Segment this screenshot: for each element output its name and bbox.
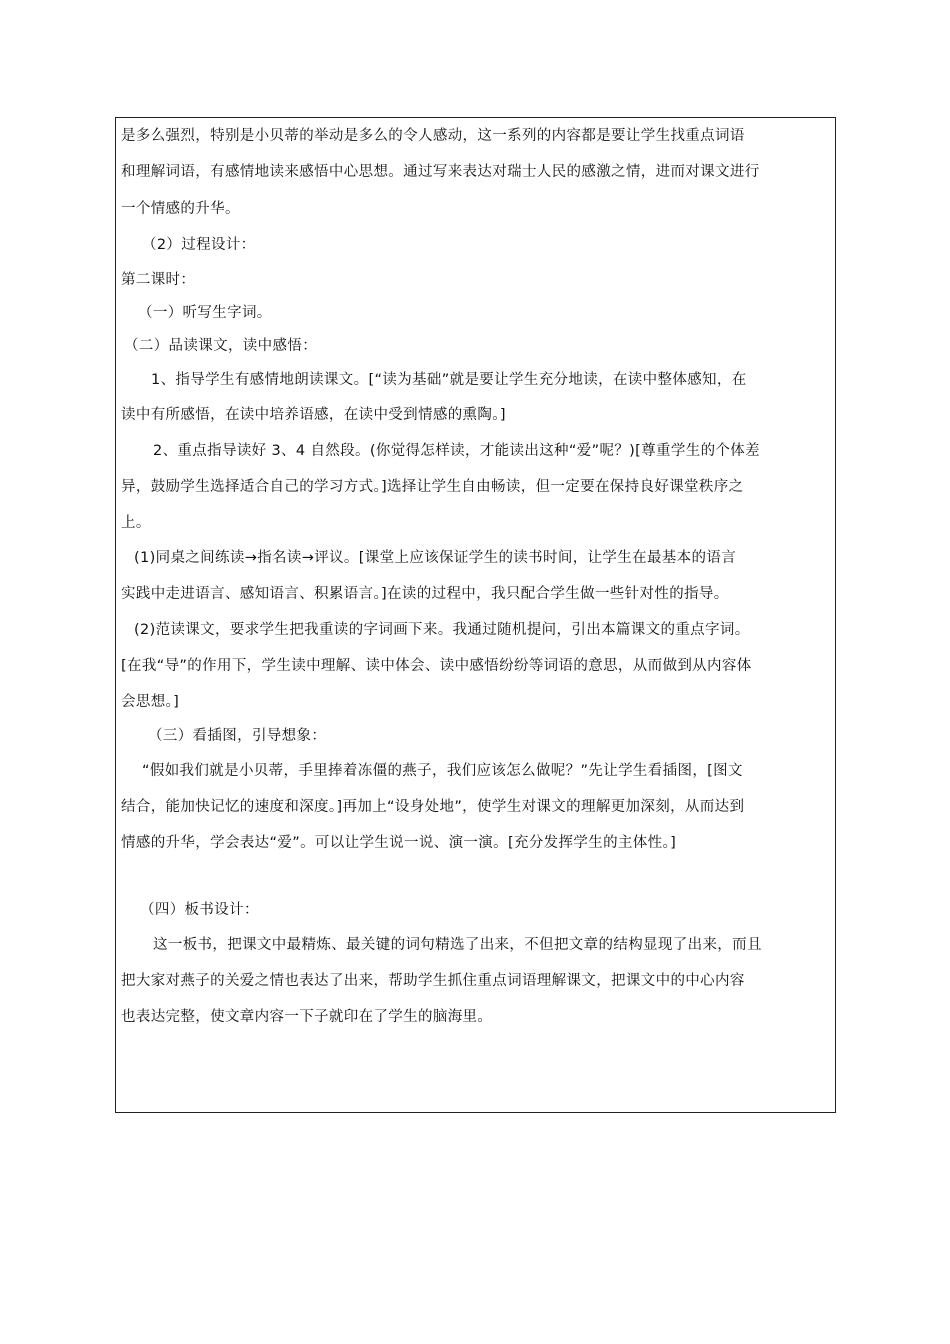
paragraph-line: “假如我们就是小贝蒂，手里捧着冻僵的燕子，我们应该怎么做呢？”先让学生看插图，[图文 (142, 763, 743, 779)
paragraph-line: 是多么强烈，特别是小贝蒂的举动是多么的令人感动，这一系列的内容都是要让学生找重点词语 (121, 128, 745, 144)
paragraph-line: 异，鼓励学生选择适合自己的学习方式。]选择让学生自由畅读，但一定要在保持良好课堂秩序之 (121, 479, 744, 495)
step-heading: （一）听写生字词。 (138, 305, 272, 321)
paragraph-line: 上。 (121, 515, 151, 531)
paragraph-line: (2)范读课文，要求学生把我重读的字词画下来。我通过随机提问，引出本篇课文的重点字词。 (134, 622, 750, 638)
paragraph-line: 2、重点指导读好 3、4 自然段。(你觉得怎样读，才能读出这种“爱”呢？)[尊重学生的个体差 (153, 443, 760, 459)
paragraph-line: 实践中走进语言、感知语言、积累语言。]在读的过程中，我只配合学生做一些针对性的指导。 (121, 586, 729, 602)
paragraph-line: 把大家对燕子的关爱之情也表达了出来，帮助学生抓住重点词语理解课文，把课文中的中心内容 (121, 973, 745, 989)
paragraph-line: 这一板书，把课文中最精炼、最关键的词句精选了出来，不但把文章的结构显现了出来，而且 (153, 937, 762, 953)
content-box-border (115, 117, 836, 1113)
paragraph-line: (1)同桌之间练读→指名读→评议。[课堂上应该保证学生的读书时间，让学生在最基本的语言 (134, 550, 737, 566)
paragraph-line: [在我“导”的作用下，学生读中理解、读中体会、读中感悟纷纷等词语的意思，从而做到从内容体 (121, 658, 752, 674)
paragraph-line: 一个情感的升华。 (121, 201, 240, 217)
paragraph-line: 和理解词语，有感情地读来感悟中心思想。通过写来表达对瑞士人民的感激之情，进而对课文进行 (121, 164, 760, 180)
paragraph-line: 结合，能加快记忆的速度和深度。]再加上“设身处地”，使学生对课文的理解更加深刻，从而达到 (121, 799, 745, 815)
section-heading: （2）过程设计： (142, 237, 256, 253)
paragraph-line: 情感的升华，学会表达“爱”。可以让学生说一说、演一演。[充分发挥学生的主体性。] (121, 835, 677, 851)
step-heading: （二）品读课文，读中感悟： (124, 338, 318, 354)
step-heading: （四）板书设计： (140, 902, 259, 918)
lesson-heading: 第二课时： (121, 272, 196, 288)
paragraph-line: 也表达完整，使文章内容一下子就印在了学生的脑海里。 (121, 1009, 493, 1025)
paragraph-line: 会思想。] (121, 694, 180, 710)
paragraph-line: 1、指导学生有感情地朗读课文。[“读为基础”就是要让学生充分地读，在读中整体感知，在 (151, 372, 747, 388)
step-heading: （三）看插图，引导想象： (148, 728, 327, 744)
paragraph-line: 读中有所感悟，在读中培养语感，在读中受到情感的熏陶。] (121, 407, 506, 423)
